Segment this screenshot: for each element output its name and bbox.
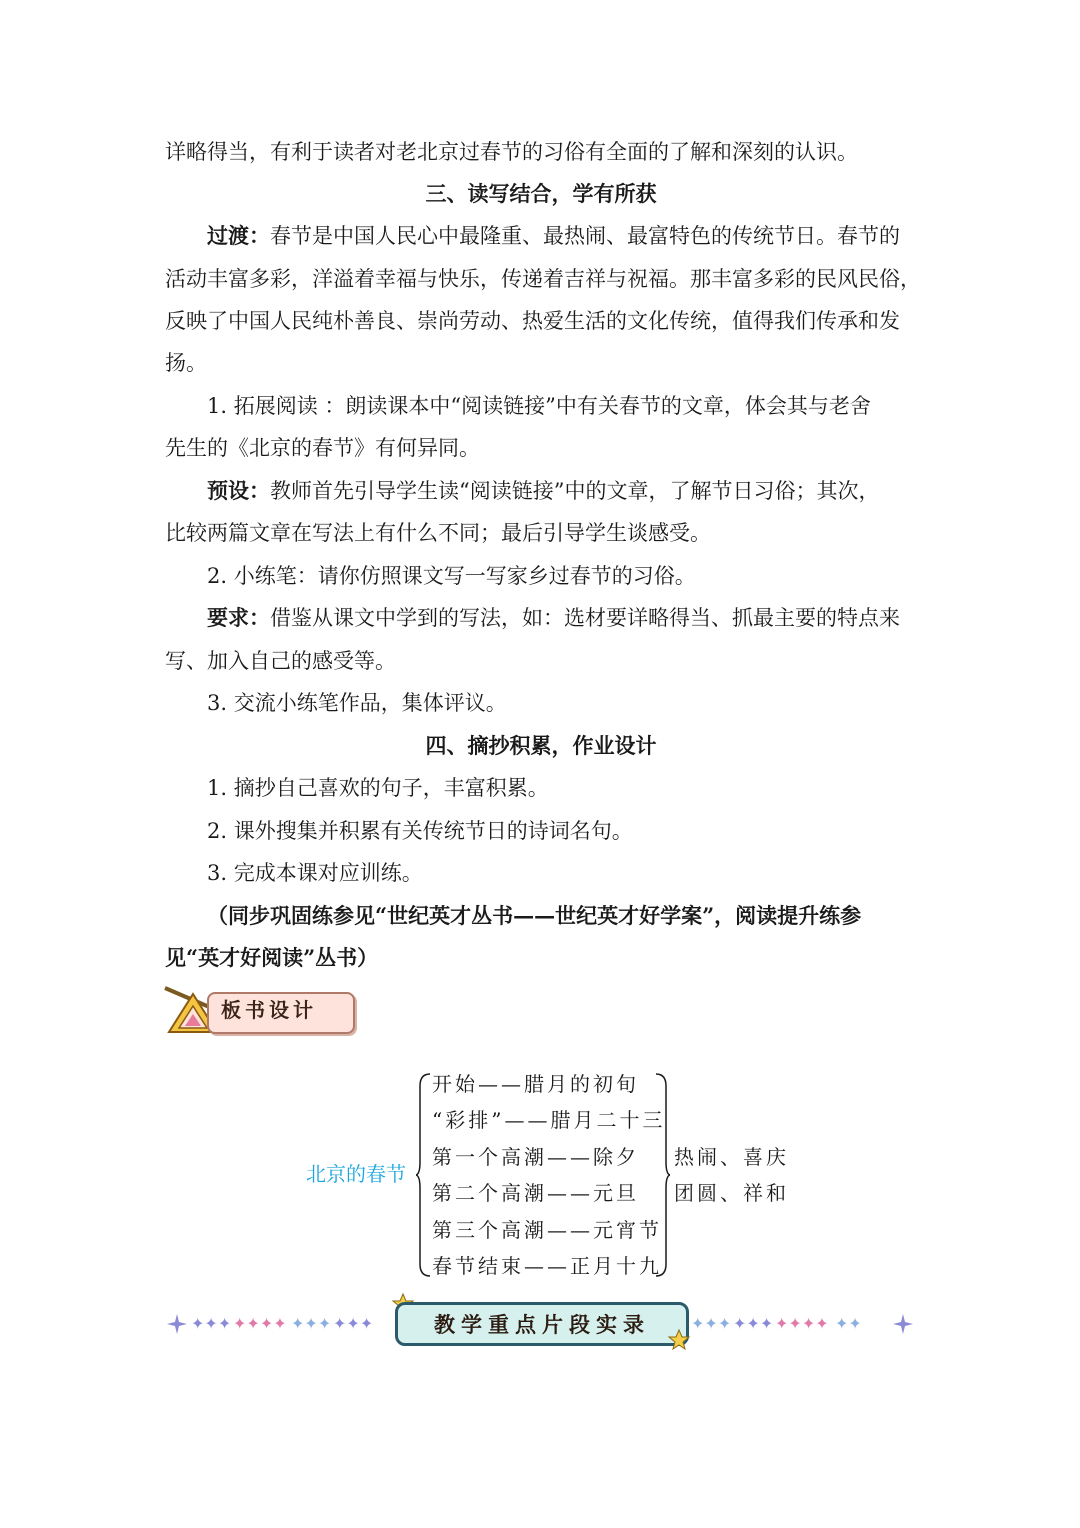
board-title: 北京的春节 [306, 1162, 406, 1186]
list-item-continued: 先生的《北京的春节》有何异同。 [165, 436, 480, 460]
badge-label: 板书设计 [221, 998, 317, 1022]
homework-item: 3. 完成本课对应训练。 [207, 861, 423, 885]
transition-text: 春节是中国人民心中最隆重、最热闹、最富特色的传统节日。春节的 [270, 224, 900, 248]
board-item: 第二个高潮——元旦 [432, 1181, 639, 1205]
requirement-label: 要求： [207, 605, 270, 630]
board-item: “彩排”——腊月二十三 [432, 1108, 666, 1132]
list-item: 2. 小练笔：请你仿照课文写一写家乡过春节的习俗。 [207, 564, 696, 588]
svg-text:✦✦✦: ✦✦✦ [191, 1314, 232, 1333]
svg-text:✦✦✦: ✦✦✦ [333, 1314, 374, 1333]
paragraph-line: 扬。 [165, 351, 207, 375]
paragraph-line: 比较两篇文章在写法上有什么不同；最后引导学生谈感受。 [165, 521, 711, 545]
paragraph-line: 详略得当，有利于读者对老北京过春节的习俗有全面的了解和深刻的认识。 [165, 140, 858, 164]
svg-text:✦✦✦✦: ✦✦✦✦ [233, 1314, 287, 1333]
reference-note-continued: 见“英才好阅读”丛书） [165, 945, 379, 970]
board-item: 春节结束——正月十九 [432, 1254, 662, 1278]
paragraph-line: 写、加入自己的感受等。 [165, 649, 396, 673]
preset-text: 教师首先引导学生读“阅读链接”中的文章，了解节日习俗；其次， [270, 479, 880, 503]
preset-line [165, 470, 959, 512]
svg-text:✦✦✦: ✦✦✦ [691, 1314, 732, 1333]
transition-line [165, 215, 959, 257]
banner-box [395, 1302, 689, 1346]
paragraph-line: 反映了中国人民纯朴善良、崇尚劳动、热爱生活的文化传统，值得我们传承和发 [165, 309, 900, 333]
requirement-text: 借鉴从课文中学到的写法，如：选材要详略得当、抓最主要的特点来 [270, 606, 900, 630]
list-item: 3. 交流小练笔作品，集体评议。 [207, 691, 507, 715]
svg-text:✦✦✦✦: ✦✦✦✦ [775, 1314, 829, 1333]
board-item: 第一个高潮——除夕 [432, 1145, 639, 1169]
svg-text:✦✦✦: ✦✦✦ [291, 1314, 332, 1333]
board-item: 开始——腊月的初旬 [432, 1072, 639, 1096]
banner-label: 教学重点片段实录 [434, 1313, 650, 1337]
requirement-line [165, 597, 959, 639]
reference-note: （同步巩固练参见“世纪英才丛书——世纪英才好学案”，阅读提升练参 [207, 903, 862, 928]
transition-label: 过渡： [207, 223, 270, 248]
homework-item: 2. 课外搜集并积累有关传统节日的诗词名句。 [207, 819, 633, 843]
sparkle-divider-left-icon [163, 1292, 393, 1352]
section-banner [163, 1292, 919, 1352]
paragraph-line: 活动丰富多彩，洋溢着幸福与快乐，传递着吉祥与祝福。那丰富多彩的民风民俗， [165, 267, 921, 291]
left-brace [416, 1072, 432, 1278]
board-summary: 热闹、喜庆 [674, 1145, 789, 1169]
preset-label: 预设： [207, 478, 270, 503]
list-item: 1. 拓展阅读 ：朗读课本中“阅读链接”中有关春节的文章，体会其与老舍 [207, 394, 871, 418]
right-brace [654, 1072, 670, 1278]
board-design-badge [163, 984, 355, 1038]
svg-text:✦✦: ✦✦ [835, 1314, 862, 1333]
sparkle-divider-right-icon [689, 1292, 919, 1352]
svg-text:✦✦✦: ✦✦✦ [733, 1314, 774, 1333]
section-heading-3: 三、读写结合，学有所获 [425, 181, 657, 206]
board-item: 第三个高潮——元宵节 [432, 1218, 662, 1242]
star-icon [667, 1328, 691, 1352]
section-heading-4: 四、摘抄积累，作业设计 [425, 733, 657, 758]
board-summary: 团圆、祥和 [674, 1181, 789, 1205]
homework-item: 1. 摘抄自己喜欢的句子，丰富积累。 [207, 776, 549, 800]
